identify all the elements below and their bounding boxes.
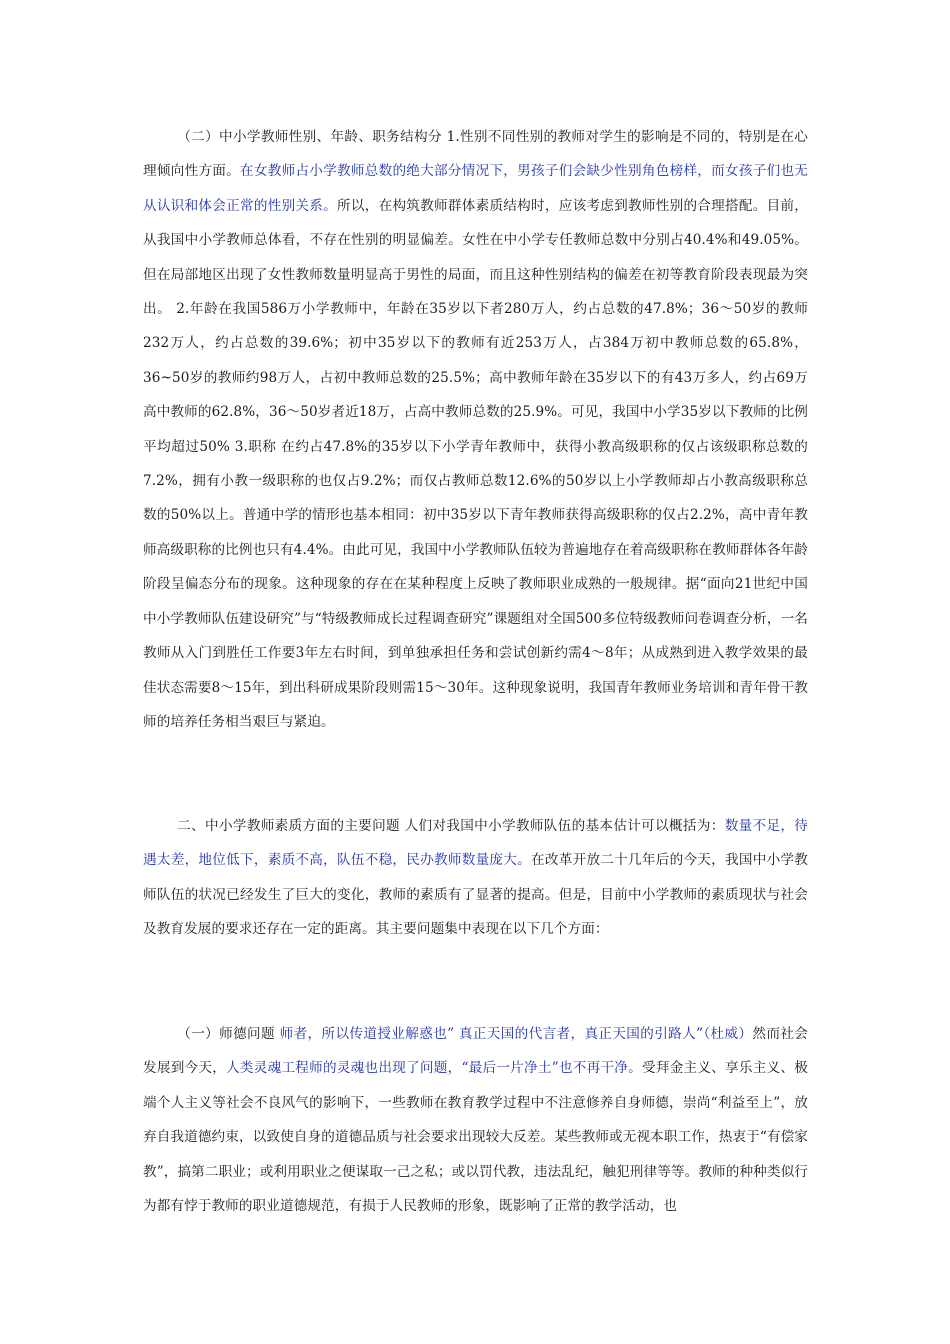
text-run: 二、中小学教师素质方面的主要问题 人们对我国中小学教师队伍的基本估计可以概括为： [177, 818, 725, 834]
paragraph-main-problems [143, 809, 808, 947]
text-run: 受拜金主义、享乐主义、极端个人主义等社会不良风气的影响下，一些教师在教育教学过程中不注意修养自身师德，崇尚“利益至上”，放弃自我道德约束，以致使自身的道德品质与社会要求出现较大反差。某些教师或无视本职工作，热衷于“有偿家教”，搞第二职业；或利用职业之便谋取一己之私；或以罚代教，违法乱纪，触犯刑律等等。教师的种种类似行为都有悖于教师的职业道德规范，有损于人民教师的形象，既影响了正常的教学活动，也 [143, 1060, 808, 1215]
text-run: （一）师德问题 [177, 1026, 280, 1042]
text-run: 所以，在构筑教师群体素质结构时，应该考虑到教师性别的合理搭配。目前，从我国中小学教师总体看，不存在性别的明显偏差。女性在中小学专任教师总数中分别占40.4%和49.05%。但在局部地区出现了女性教师数量明显高于男性的局面，而且这种性别结构的偏差在初等教育阶段表现最为突出。 2.年龄在我国586万小学教师中，年龄在35岁以下者280万人，约占总数的47.8%；36～50岁的教师232万人，约占总数的39.6%；初中35岁以下的教师有近253万人，占384万初中教师总数的65.8%，36~50岁的教师约98万人，占初中教师总数的25.5%；高中教师年龄在35岁以下的有43万多人，约占69万高中教师的62.8%，36～50岁者近18万，占高中教师总数的25.9%。可见，我国中小学35岁以下教师的比例平均超过50% 3.职称 在约占47.8%的35岁以下小学青年教师中，获得小教高级职称的仅占该级职称总数的7.2%，拥有小教一级职称的也仅占9.2%；而仅占教师总数12.6%的50岁以上小学教师却占小教高级职称总数的50%以上。普通中学的情形也基本相同：初中35岁以下青年教师获得高级职称的仅占2.2%，高中青年教师高级职称的比例也只有4.4%。由此可见，我国中小学教师队伍较为普遍地存在着高级职称在教师群体各年龄阶段呈偏态分布的现象。这种现象的存在在某种程度上反映了教师职业成熟的一般规律。据“面向21世纪中国中小学教师队伍建设研究”与“特级教师成长过程调查研究”课题组对全国500多位特级教师问卷调查分析，一名教师从入门到胜任工作要3年左右时间，到单独承担任务和尝试创新约需4～8年；从成熟到进入教学效果的最佳状态需要8～15年，到出科研成果阶段则需15～30年。这种现象说明，我国青年教师业务培训和青年骨干教师的培养任务相当艰巨与紧迫。 [143, 197, 808, 730]
highlighted-text: 在女教师占小学教师总数的绝大部分情况下，男孩子们会缺少性别角色榜样，而女孩子们也无从认识和体会正常的性别关系。 [143, 163, 808, 214]
text-run: 然而社会发展到今天， [143, 1026, 808, 1077]
paragraph-teacher-ethics [143, 1017, 808, 1223]
highlighted-text: 人类灵魂工程师的灵魂也出现了问题，“最后一片净土”也不再干净。 [226, 1060, 642, 1077]
highlighted-text: 数量不足，待遇太差，地位低下，素质不高，队伍不稳，民办教师数量庞大。 [143, 818, 808, 869]
paragraph-teacher-structure [143, 120, 808, 739]
highlighted-text: 师者，所以传道授业解惑也” 真正天国的代言者，真正天国的引路人”（杜威） [279, 1026, 753, 1042]
text-run: 在改革开放二十几年后的今天，我国中小学教师队伍的状况已经发生了巨大的变化，教师的素质有了显著的提高。但是，目前中小学教师的素质现状与社会及教育发展的要求还存在一定的距离。其主要问题集中表现在以下几个方面： [143, 852, 808, 938]
text-run: （二）中小学教师性别、年龄、职务结构分 1.性别不同性别的教师对学生的影响是不同的，特别是在心理倾向性方面。 [143, 129, 808, 180]
